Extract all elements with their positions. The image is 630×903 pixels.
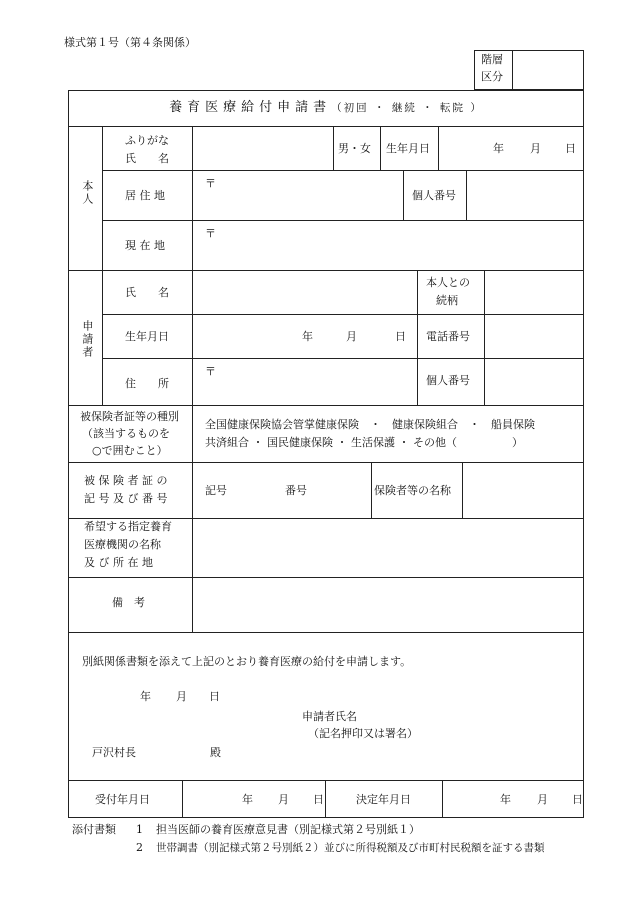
number-label: 番号 [285, 484, 307, 497]
level-label-line1: 階層 [481, 53, 503, 66]
received-year: 年 [242, 793, 253, 806]
insurance-type-options-line1[interactable]: 全国健康保険協会管掌健康保険 ・ 健康保険組合 ・ 船員保険 [205, 418, 535, 431]
form-title-main: 養育医療給付申請書 [169, 100, 332, 115]
applicant-birth-day: 日 [395, 330, 406, 343]
decided-day: 日 [572, 793, 583, 806]
current-address-input[interactable] [218, 224, 578, 266]
insurance-type-label-line3: ○で囲むこと） [92, 444, 168, 457]
declaration-year: 年 [140, 690, 151, 703]
phone-label: 電話番号 [426, 330, 470, 343]
applicant-individual-number-label: 個人番号 [426, 374, 470, 387]
received-day: 日 [313, 793, 324, 806]
applicant-address-label: 住 所 [125, 377, 169, 390]
addressee: 戸沢村長 [92, 746, 136, 759]
decided-date-label: 決定年月日 [356, 793, 411, 806]
received-date-label: 受付年月日 [95, 793, 150, 806]
remarks-input[interactable] [196, 581, 580, 628]
applicant-section-label: 申請者 [80, 320, 94, 359]
furigana-label: ふりがな [125, 134, 169, 147]
level-input[interactable] [516, 53, 580, 87]
symbol-label: 記号 [205, 484, 227, 497]
principal-section-label: 本人 [80, 180, 94, 206]
declaration-month: 月 [176, 690, 187, 703]
remarks-label: 備 考 [112, 596, 145, 609]
applicant-name-label: 氏 名 [125, 286, 169, 299]
principal-name-input[interactable] [196, 130, 330, 166]
insurance-type-label-line1: 被保険者証等の種別 [80, 410, 179, 423]
facility-label-line3: 及 び 所 在 地 [84, 556, 153, 569]
principal-individual-number-input[interactable] [470, 174, 580, 216]
insurer-name-input[interactable] [466, 466, 580, 514]
form-title-sub: （初回 ・ 継続 ・ 転院 ） [331, 102, 483, 114]
insurance-type-options-line2[interactable]: 共済組合 ・ 国民健康保険 ・ 生活保護 ・ その他（ ） [205, 436, 523, 449]
relation-label-line1: 本人との [426, 276, 470, 289]
applicant-individual-number-input[interactable] [488, 362, 580, 402]
phone-input[interactable] [488, 318, 580, 354]
residence-postal-mark: 〒 [205, 177, 216, 190]
seal-note: （記名押印又は署名） [308, 727, 418, 740]
relation-input[interactable] [488, 274, 580, 310]
residence-input[interactable] [218, 174, 398, 216]
addressee-honorific: 殿 [210, 746, 221, 759]
facility-input[interactable] [196, 522, 580, 573]
declaration-day: 日 [209, 690, 220, 703]
applicant-name-input[interactable] [196, 274, 412, 310]
attachments-label: 添付書類 [72, 823, 116, 836]
attachment-2: 世帯調書（別記様式第２号別紙２）並びに所得税額及び市町村民税額を証する書類 [156, 842, 545, 854]
applicant-birth-month: 月 [346, 330, 357, 343]
principal-individual-number-label: 個人番号 [412, 189, 456, 202]
facility-label-line2: 医療機関の名称 [84, 538, 161, 551]
applicant-postal-mark: 〒 [205, 365, 216, 378]
principal-birth-label: 生年月日 [386, 142, 430, 155]
insurance-card-label-line2: 記 号 及 び 番 号 [84, 492, 168, 505]
received-month: 月 [278, 793, 289, 806]
decided-month: 月 [537, 793, 548, 806]
decided-year: 年 [500, 793, 511, 806]
principal-birth-month: 月 [530, 142, 541, 155]
current-address-label: 現 在 地 [125, 239, 165, 252]
attachment-2-number: 2 [136, 841, 143, 854]
level-label-line2: 区分 [481, 70, 503, 83]
relation-label-line2: 続柄 [436, 294, 458, 307]
form-number: 様式第１号（第４条関係） [64, 36, 196, 49]
principal-birth-day: 日 [565, 142, 576, 155]
applicant-birth-year: 年 [302, 330, 313, 343]
attachment-1: 担当医師の養育医療意見書（別記様式第２号別紙１） [156, 823, 420, 836]
insurance-card-label-line1: 被 保 険 者 証 の [84, 474, 168, 487]
form-title [68, 99, 584, 117]
insurer-name-label: 保険者等の名称 [374, 484, 451, 497]
attachment-1-number: 1 [136, 823, 143, 836]
facility-label-line1: 希望する指定養育 [84, 520, 172, 533]
principal-birth-year: 年 [493, 142, 504, 155]
principal-name-label: 氏 名 [125, 152, 169, 165]
insurance-type-label-line2: （該当するものを [82, 427, 170, 440]
current-address-postal-mark: 〒 [205, 227, 216, 240]
applicant-address-input[interactable] [218, 362, 412, 402]
sex-selector[interactable]: 男・女 [338, 142, 371, 155]
applicant-birth-label: 生年月日 [125, 330, 169, 343]
applicant-signature-label: 申請者氏名 [302, 710, 357, 723]
declaration-statement: 別紙関係書類を添えて上記のとおり養育医療の給付を申請します。 [82, 655, 412, 668]
residence-label: 居 住 地 [125, 189, 165, 202]
